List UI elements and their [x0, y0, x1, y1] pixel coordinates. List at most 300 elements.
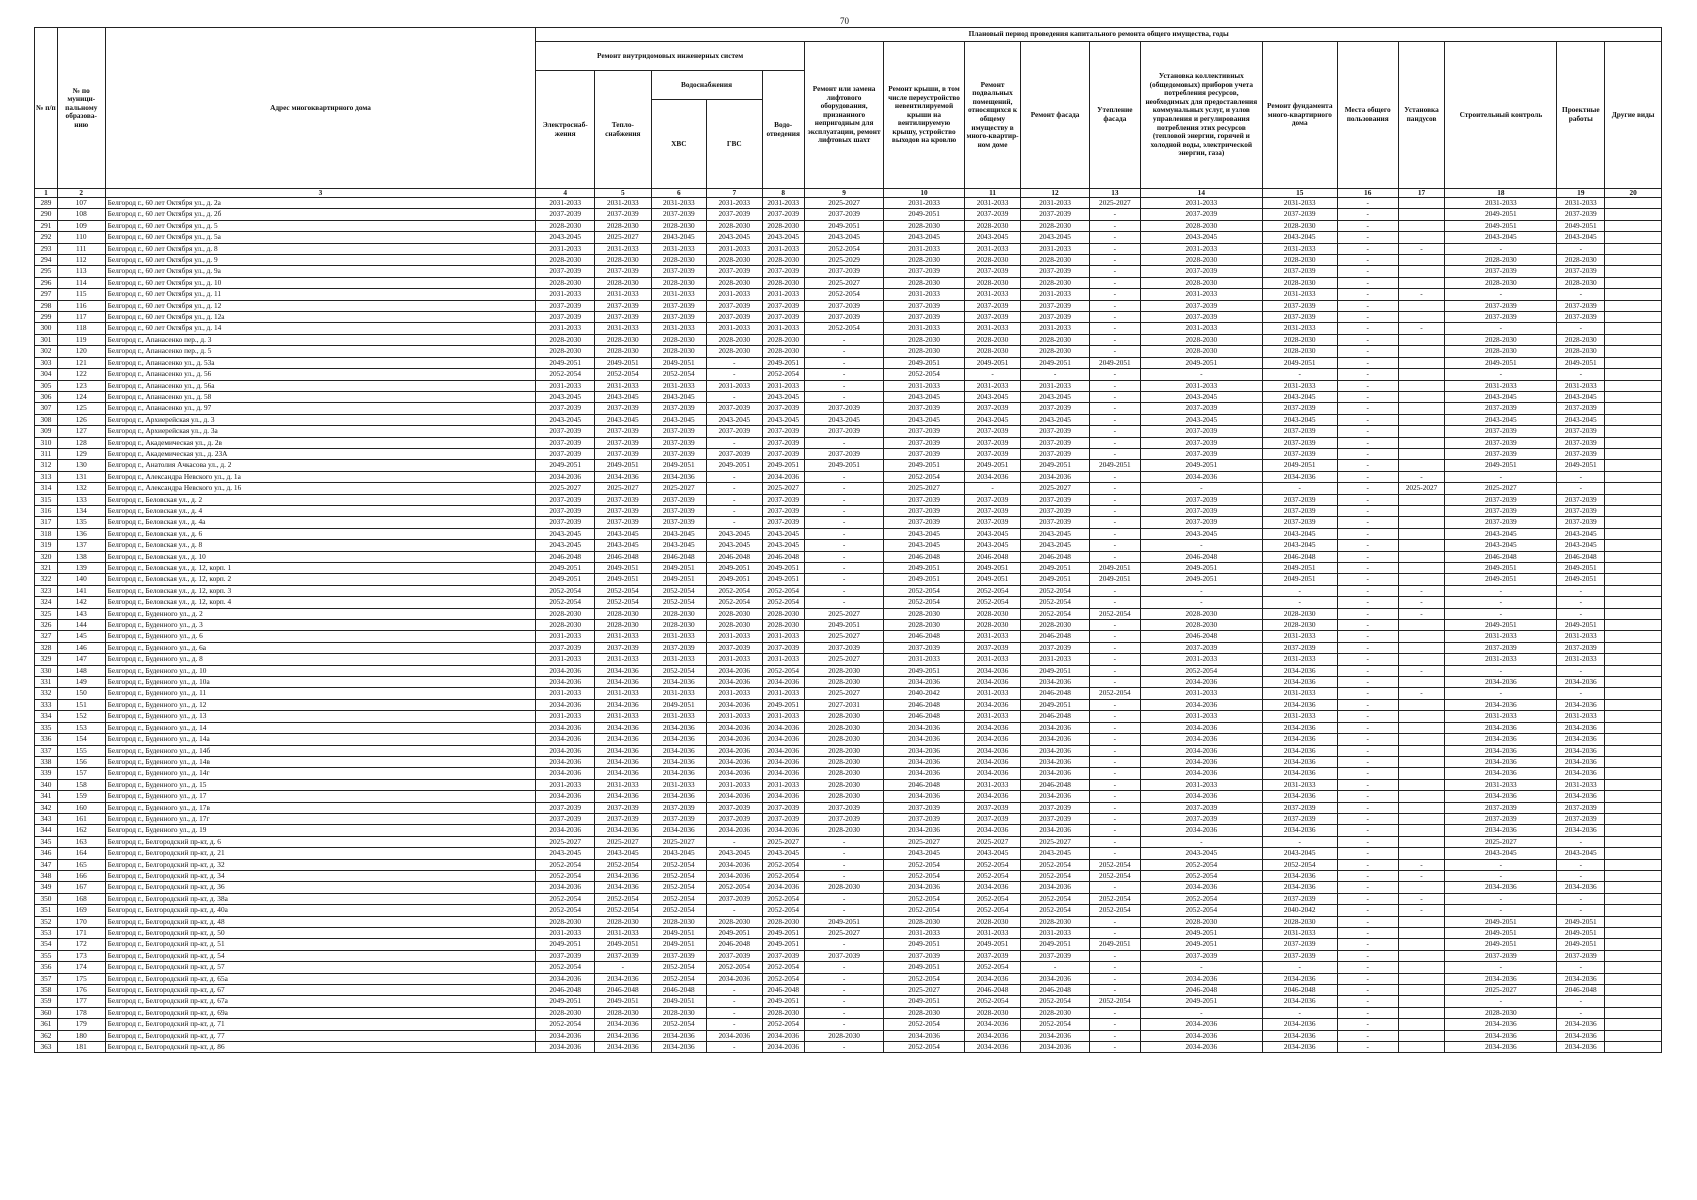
- table-cell: 354: [35, 939, 58, 950]
- table-cell: 2034-2036: [1262, 870, 1337, 881]
- table-cell: -: [804, 483, 883, 494]
- table-cell: 2034-2036: [1021, 1042, 1090, 1053]
- table-cell: [1398, 631, 1445, 642]
- table-cell: 330: [35, 665, 58, 676]
- table-cell: 2028-2030: [1445, 255, 1557, 266]
- table-cell: 2028-2030: [762, 255, 804, 266]
- table-cell: 2034-2036: [964, 734, 1021, 745]
- table-row: [35, 380, 1662, 391]
- table-cell: 2031-2033: [884, 198, 964, 209]
- table-cell: 351: [35, 905, 58, 916]
- table-cell: 2043-2045: [536, 232, 595, 243]
- table-cell: 2034-2036: [595, 1042, 652, 1053]
- table-cell: 108: [57, 209, 105, 220]
- table-cell: 2028-2030: [762, 620, 804, 631]
- table-cell: 2052-2054: [762, 859, 804, 870]
- table-cell: -: [1398, 608, 1445, 619]
- table-cell: 2037-2039: [536, 300, 595, 311]
- table-cell: 2037-2039: [1262, 813, 1337, 824]
- table-cell: 2034-2036: [595, 734, 652, 745]
- table-cell: 2037-2039: [536, 813, 595, 824]
- table-cell: 2037-2039: [1445, 642, 1557, 653]
- table-cell: 2025-2027: [762, 836, 804, 847]
- table-cell: 2031-2033: [707, 779, 762, 790]
- table-cell: 333: [35, 699, 58, 710]
- table-cell: 2049-2051: [595, 357, 652, 368]
- table-cell: 307: [35, 403, 58, 414]
- address-cell: Белгород г., 60 лет Октября ул., д. 9: [105, 255, 536, 266]
- address-cell: Белгород г., Архиерейская ул., д. 3: [105, 414, 536, 425]
- table-cell: 327: [35, 631, 58, 642]
- table-cell: 321: [35, 563, 58, 574]
- address-cell: Белгород г., Белгородский пр-кт, д. 50: [105, 928, 536, 939]
- table-cell: 2028-2030: [707, 334, 762, 345]
- table-cell: 2052-2054: [651, 870, 706, 881]
- table-cell: 2043-2045: [1557, 540, 1605, 551]
- table-cell: [1605, 380, 1662, 391]
- table-cell: 2043-2045: [884, 848, 964, 859]
- table-cell: 2037-2039: [1140, 802, 1262, 813]
- table-cell: [1398, 437, 1445, 448]
- table-cell: 2043-2045: [1262, 528, 1337, 539]
- column-number-row: [35, 189, 1662, 198]
- table-cell: -: [707, 1019, 762, 1030]
- table-cell: 331: [35, 677, 58, 688]
- table-cell: 2052-2054: [1089, 859, 1140, 870]
- table-cell: 2034-2036: [1262, 996, 1337, 1007]
- table-cell: -: [1445, 471, 1557, 482]
- table-cell: 2025-2027: [595, 232, 652, 243]
- table-cell: 2028-2030: [1021, 620, 1090, 631]
- table-cell: 2049-2051: [1445, 220, 1557, 231]
- table-cell: 2028-2030: [651, 608, 706, 619]
- table-cell: 2028-2030: [595, 608, 652, 619]
- table-cell: -: [1398, 893, 1445, 904]
- table-body: [35, 198, 1662, 1053]
- table-cell: 2034-2036: [1140, 677, 1262, 688]
- table-cell: -: [804, 517, 883, 528]
- table-cell: -: [1445, 996, 1557, 1007]
- table-cell: 2031-2033: [651, 198, 706, 209]
- table-cell: [1605, 357, 1662, 368]
- table-cell: 2052-2054: [651, 962, 706, 973]
- table-cell: 310: [35, 437, 58, 448]
- table-cell: 2043-2045: [1021, 528, 1090, 539]
- col-header-electric: Электроснаб-жения: [536, 71, 595, 189]
- column-number: 16: [1337, 189, 1398, 198]
- table-cell: 2037-2039: [1140, 642, 1262, 653]
- table-cell: 2049-2051: [707, 460, 762, 471]
- table-cell: 2028-2030: [536, 255, 595, 266]
- table-cell: 2037-2039: [1021, 494, 1090, 505]
- table-cell: -: [1445, 962, 1557, 973]
- address-cell: Белгород г., 60 лет Октября ул., д. 8: [105, 243, 536, 254]
- table-cell: 2043-2045: [804, 414, 883, 425]
- table-cell: 2037-2039: [1021, 426, 1090, 437]
- table-cell: -: [1445, 243, 1557, 254]
- table-cell: 337: [35, 745, 58, 756]
- table-cell: 2046-2048: [1262, 985, 1337, 996]
- table-cell: 2028-2030: [536, 916, 595, 927]
- table-cell: 2037-2039: [651, 813, 706, 824]
- table-cell: -: [1089, 768, 1140, 779]
- table-cell: [1398, 836, 1445, 847]
- table-cell: [1605, 448, 1662, 459]
- table-cell: 2043-2045: [762, 528, 804, 539]
- table-cell: -: [1089, 825, 1140, 836]
- table-cell: 305: [35, 380, 58, 391]
- table-cell: 2034-2036: [1140, 825, 1262, 836]
- table-cell: 2049-2051: [536, 460, 595, 471]
- table-cell: 2037-2039: [1557, 312, 1605, 323]
- table-cell: 2037-2039: [651, 403, 706, 414]
- table-cell: 2037-2039: [707, 403, 762, 414]
- table-cell: 2052-2054: [1140, 859, 1262, 870]
- table-cell: 313: [35, 471, 58, 482]
- table-row: [35, 985, 1662, 996]
- table-cell: 289: [35, 198, 58, 209]
- table-cell: 2025-2027: [1445, 483, 1557, 494]
- table-cell: [1398, 448, 1445, 459]
- table-cell: -: [1089, 950, 1140, 961]
- table-cell: 2025-2027: [1021, 483, 1090, 494]
- table-row: [35, 597, 1662, 608]
- table-cell: 2025-2029: [804, 255, 883, 266]
- table-cell: 2043-2045: [762, 391, 804, 402]
- table-cell: 2049-2051: [1557, 939, 1605, 950]
- table-cell: -: [1089, 300, 1140, 311]
- table-cell: 2031-2033: [707, 711, 762, 722]
- table-cell: 2043-2045: [1445, 848, 1557, 859]
- table-cell: -: [1337, 528, 1398, 539]
- table-cell: 2049-2051: [762, 928, 804, 939]
- table-cell: -: [1337, 608, 1398, 619]
- table-cell: 2037-2039: [964, 300, 1021, 311]
- address-cell: Белгород г., 60 лет Октября ул., д. 10: [105, 277, 536, 288]
- table-cell: 2037-2039: [1557, 426, 1605, 437]
- table-cell: 2034-2036: [1021, 471, 1090, 482]
- table-cell: -: [1089, 836, 1140, 847]
- address-cell: Белгород г., Белгородский пр-кт, д. 65а: [105, 973, 536, 984]
- table-cell: -: [1337, 220, 1398, 231]
- table-cell: 2037-2039: [707, 950, 762, 961]
- table-cell: 2031-2033: [536, 654, 595, 665]
- table-cell: -: [1262, 962, 1337, 973]
- address-cell: Белгород г., Буденного ул., д. 17в: [105, 802, 536, 813]
- table-cell: -: [804, 437, 883, 448]
- table-cell: 2034-2036: [762, 677, 804, 688]
- table-cell: 2034-2036: [964, 677, 1021, 688]
- table-cell: 2028-2030: [964, 220, 1021, 231]
- table-cell: 178: [57, 1007, 105, 1018]
- table-cell: -: [1140, 540, 1262, 551]
- address-cell: Белгород г., Белгородский пр-кт, д. 71: [105, 1019, 536, 1030]
- table-cell: -: [804, 334, 883, 345]
- table-cell: -: [1089, 848, 1140, 859]
- table-cell: 292: [35, 232, 58, 243]
- column-number: 12: [1021, 189, 1090, 198]
- table-cell: 2037-2039: [1445, 494, 1557, 505]
- table-cell: 2031-2033: [1021, 243, 1090, 254]
- address-cell: Белгород г., Буденного ул., д. 10а: [105, 677, 536, 688]
- table-cell: [1605, 471, 1662, 482]
- table-cell: 2025-2027: [804, 631, 883, 642]
- table-cell: 2052-2054: [536, 597, 595, 608]
- table-cell: 2052-2054: [651, 973, 706, 984]
- table-cell: 2034-2036: [1445, 734, 1557, 745]
- table-cell: 2028-2030: [536, 620, 595, 631]
- table-cell: 2049-2051: [884, 460, 964, 471]
- table-cell: 2031-2033: [536, 380, 595, 391]
- table-cell: 2025-2027: [536, 483, 595, 494]
- table-cell: [1605, 1007, 1662, 1018]
- table-cell: -: [804, 962, 883, 973]
- table-cell: [1398, 563, 1445, 574]
- table-cell: 2028-2030: [595, 346, 652, 357]
- table-cell: 126: [57, 414, 105, 425]
- table-row: [35, 255, 1662, 266]
- table-cell: 2034-2036: [762, 471, 804, 482]
- table-cell: 359: [35, 996, 58, 1007]
- table-cell: 2034-2036: [762, 791, 804, 802]
- table-cell: 2049-2051: [884, 563, 964, 574]
- table-cell: [1605, 791, 1662, 802]
- table-cell: -: [1089, 483, 1140, 494]
- table-cell: -: [1089, 334, 1140, 345]
- table-cell: -: [1445, 585, 1557, 596]
- table-cell: 2043-2045: [762, 540, 804, 551]
- address-cell: Белгород г., Беловская ул., д. 12, корп. 1: [105, 563, 536, 574]
- table-cell: 2037-2039: [651, 802, 706, 813]
- table-cell: 2046-2048: [884, 551, 964, 562]
- table-cell: -: [1337, 505, 1398, 516]
- table-cell: 2031-2033: [964, 654, 1021, 665]
- table-cell: 2043-2045: [707, 848, 762, 859]
- address-cell: Белгород г., 60 лет Октября ул., д. 11: [105, 289, 536, 300]
- table-cell: 2049-2051: [1021, 939, 1090, 950]
- col-header-mun-no: № по муници-пальному образова-нию: [57, 28, 105, 189]
- table-cell: 2043-2045: [707, 528, 762, 539]
- table-cell: 2034-2036: [762, 825, 804, 836]
- table-cell: [1398, 962, 1445, 973]
- table-cell: 2049-2051: [651, 574, 706, 585]
- table-cell: 2034-2036: [595, 699, 652, 710]
- table-cell: 2031-2033: [1445, 654, 1557, 665]
- table-cell: 2034-2036: [707, 1030, 762, 1041]
- table-cell: 2034-2036: [1262, 734, 1337, 745]
- table-row: [35, 779, 1662, 790]
- col-header-roof: Ремонт крыши, в том числе переустройство невентилируемой крыши на вентилируемую крышу, устройство выходов на кровлю: [884, 42, 964, 189]
- table-cell: 107: [57, 198, 105, 209]
- table-cell: 2043-2045: [595, 414, 652, 425]
- table-cell: -: [1337, 426, 1398, 437]
- table-cell: [1398, 380, 1445, 391]
- address-cell: Белгород г., 60 лет Октября ул., д. 5: [105, 220, 536, 231]
- table-cell: 2037-2039: [964, 209, 1021, 220]
- table-cell: [1605, 300, 1662, 311]
- table-cell: -: [707, 905, 762, 916]
- table-cell: 323: [35, 585, 58, 596]
- table-cell: -: [1445, 859, 1557, 870]
- table-cell: 2037-2039: [595, 494, 652, 505]
- table-cell: 2052-2054: [762, 870, 804, 881]
- table-cell: -: [1089, 745, 1140, 756]
- table-cell: 2049-2051: [884, 209, 964, 220]
- table-cell: 294: [35, 255, 58, 266]
- table-cell: 356: [35, 962, 58, 973]
- table-cell: 2037-2039: [536, 802, 595, 813]
- table-cell: 2037-2039: [884, 312, 964, 323]
- table-cell: 2034-2036: [884, 882, 964, 893]
- address-cell: Белгород г., 60 лет Октября ул., д. 12а: [105, 312, 536, 323]
- address-cell: Белгород г., Белгородский пр-кт, д. 6: [105, 836, 536, 847]
- table-cell: 2037-2039: [1557, 813, 1605, 824]
- table-cell: 2052-2054: [536, 893, 595, 904]
- table-cell: 2034-2036: [762, 882, 804, 893]
- table-cell: -: [1089, 551, 1140, 562]
- table-cell: 2034-2036: [1021, 825, 1090, 836]
- table-cell: [1605, 255, 1662, 266]
- table-cell: 2037-2039: [536, 448, 595, 459]
- table-cell: 2037-2039: [536, 494, 595, 505]
- table-cell: 2031-2033: [1021, 654, 1090, 665]
- table-cell: 2043-2045: [1021, 232, 1090, 243]
- table-cell: -: [1337, 517, 1398, 528]
- table-cell: [1605, 1019, 1662, 1030]
- table-cell: 2052-2054: [1021, 597, 1090, 608]
- table-cell: 2034-2036: [595, 791, 652, 802]
- table-cell: -: [804, 574, 883, 585]
- table-cell: 139: [57, 563, 105, 574]
- table-cell: -: [707, 1042, 762, 1053]
- table-cell: 2037-2039: [1445, 505, 1557, 516]
- table-cell: -: [1398, 289, 1445, 300]
- table-cell: 2037-2039: [884, 642, 964, 653]
- table-cell: -: [1089, 722, 1140, 733]
- table-cell: -: [1089, 962, 1140, 973]
- table-cell: 2028-2030: [1140, 620, 1262, 631]
- table-cell: 2028-2030: [707, 277, 762, 288]
- table-cell: -: [1089, 437, 1140, 448]
- table-cell: 2049-2051: [1262, 357, 1337, 368]
- table-cell: 2049-2051: [804, 460, 883, 471]
- table-cell: 2052-2054: [536, 962, 595, 973]
- table-cell: 2046-2048: [1021, 688, 1090, 699]
- table-cell: 2031-2033: [707, 380, 762, 391]
- table-cell: [1398, 677, 1445, 688]
- table-cell: 2052-2054: [884, 905, 964, 916]
- table-cell: 2043-2045: [804, 232, 883, 243]
- table-header: [35, 28, 1662, 198]
- table-cell: -: [1337, 300, 1398, 311]
- table-row: [35, 848, 1662, 859]
- table-cell: -: [1445, 665, 1557, 676]
- table-cell: 2052-2054: [707, 882, 762, 893]
- table-cell: 2025-2027: [804, 688, 883, 699]
- table-cell: 152: [57, 711, 105, 722]
- table-cell: 124: [57, 391, 105, 402]
- table-cell: 2037-2039: [762, 209, 804, 220]
- table-row: [35, 585, 1662, 596]
- table-cell: 153: [57, 722, 105, 733]
- table-cell: 2034-2036: [1140, 882, 1262, 893]
- table-cell: -: [804, 528, 883, 539]
- table-cell: 2046-2048: [1445, 551, 1557, 562]
- table-cell: 2037-2039: [964, 312, 1021, 323]
- table-cell: 2037-2039: [1140, 403, 1262, 414]
- table-cell: 2031-2033: [1021, 928, 1090, 939]
- table-cell: 2037-2039: [884, 505, 964, 516]
- table-cell: 2037-2039: [884, 517, 964, 528]
- table-cell: 2034-2036: [1262, 745, 1337, 756]
- table-cell: 2034-2036: [595, 1030, 652, 1041]
- col-header-cold-water: ХВС: [651, 100, 706, 189]
- table-cell: 2037-2039: [804, 813, 883, 824]
- table-cell: 2031-2033: [762, 779, 804, 790]
- table-cell: -: [1445, 323, 1557, 334]
- table-cell: 110: [57, 232, 105, 243]
- address-cell: Белгород г., Буденного ул., д. 2: [105, 608, 536, 619]
- table-cell: 2043-2045: [651, 232, 706, 243]
- table-cell: [1605, 654, 1662, 665]
- table-cell: 2034-2036: [762, 768, 804, 779]
- table-cell: 2034-2036: [536, 825, 595, 836]
- table-cell: 2034-2036: [884, 677, 964, 688]
- table-cell: -: [1089, 631, 1140, 642]
- table-cell: [1605, 996, 1662, 1007]
- table-cell: 2043-2045: [884, 540, 964, 551]
- table-cell: 2052-2054: [884, 369, 964, 380]
- table-cell: 2028-2030: [1445, 1007, 1557, 1018]
- table-cell: 2034-2036: [651, 1042, 706, 1053]
- table-row: [35, 312, 1662, 323]
- table-cell: 2037-2039: [1140, 950, 1262, 961]
- table-cell: 2031-2033: [1140, 289, 1262, 300]
- table-cell: [1605, 734, 1662, 745]
- table-cell: 2049-2051: [1445, 460, 1557, 471]
- table-cell: 137: [57, 540, 105, 551]
- table-cell: 2025-2027: [1398, 483, 1445, 494]
- table-cell: -: [1140, 836, 1262, 847]
- table-cell: 2049-2051: [1445, 209, 1557, 220]
- table-cell: -: [1557, 608, 1605, 619]
- table-cell: 2037-2039: [884, 950, 964, 961]
- col-header-foundation: Ремонт фундамента много-квартирного дома: [1262, 42, 1337, 189]
- table-cell: 2037-2039: [1557, 448, 1605, 459]
- table-cell: 2043-2045: [651, 848, 706, 859]
- table-cell: [1398, 791, 1445, 802]
- table-cell: 2037-2039: [1140, 505, 1262, 516]
- col-header-meters: Установка коллективных (общедомовых) приборов учета потребления ресурсов, необходимых для предоставления коммунальных услуг, и узлов управления и регулирования потребления этих ресурсов (тепловой энергии, горячей и холодной воды, электрической энергии, газа): [1140, 42, 1262, 189]
- table-cell: 2034-2036: [762, 1030, 804, 1041]
- table-row: [35, 677, 1662, 688]
- table-cell: 2049-2051: [1445, 916, 1557, 927]
- table-cell: [1398, 939, 1445, 950]
- table-cell: 2031-2033: [884, 289, 964, 300]
- table-cell: -: [1089, 973, 1140, 984]
- table-cell: 156: [57, 756, 105, 767]
- table-cell: -: [1140, 597, 1262, 608]
- table-cell: 2037-2039: [964, 437, 1021, 448]
- table-row: [35, 289, 1662, 300]
- table-cell: 2034-2036: [707, 768, 762, 779]
- table-cell: 2046-2048: [1557, 551, 1605, 562]
- table-cell: 2037-2039: [651, 266, 706, 277]
- table-cell: 2034-2036: [762, 756, 804, 767]
- table-cell: [1605, 836, 1662, 847]
- table-cell: 2037-2039: [595, 437, 652, 448]
- table-cell: 2037-2039: [651, 300, 706, 311]
